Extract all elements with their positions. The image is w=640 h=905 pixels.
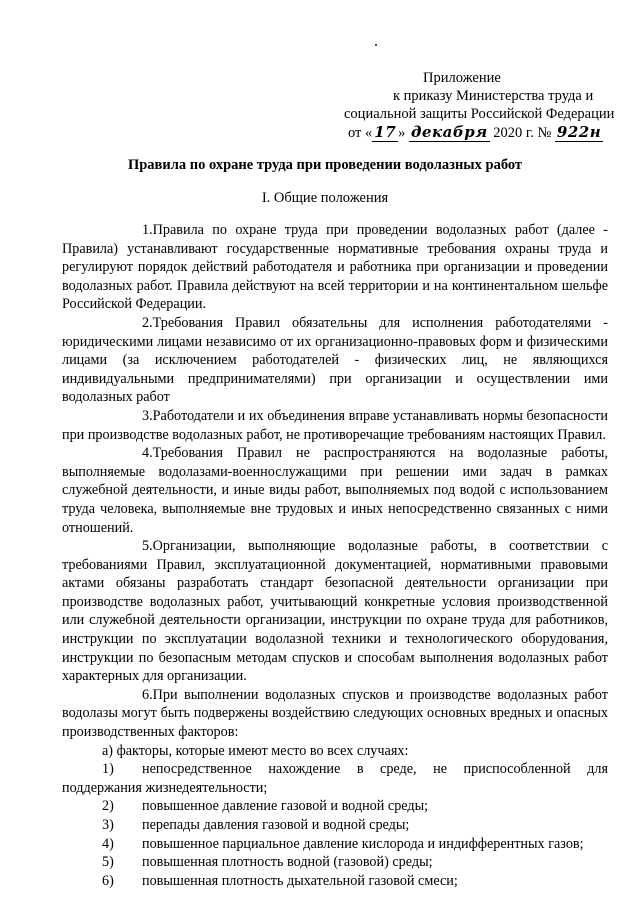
paragraph xyxy=(62,537,608,686)
paragraph xyxy=(62,314,608,407)
list-item-number: 3) xyxy=(102,817,114,833)
document-title: Правила по охране труда при проведении водолазных работ xyxy=(127,157,523,173)
list-item xyxy=(62,797,608,816)
paragraph xyxy=(62,444,608,537)
appendix-label: Приложение xyxy=(423,70,501,86)
paragraph xyxy=(62,221,608,314)
handwritten-month: декабря xyxy=(411,123,488,141)
list-item-text: повышенное парциальное давление кислорода и индифферентных газов; xyxy=(142,835,584,852)
list-item-text: повышенная плотность водной (газовой) среды; xyxy=(142,854,433,871)
list-item-number: 4) xyxy=(102,835,114,852)
date-mid: » xyxy=(398,125,406,141)
order-reference: к приказу Министерства труда и xyxy=(393,88,594,104)
handwritten-order-number: 922н xyxy=(556,123,602,141)
list-item-text: непосредственное нахождение в среде, не приспособленной для поддержания жизнедеятельности; xyxy=(62,761,608,796)
list-item xyxy=(62,760,608,797)
paragraph-text: Работодатели и их объединения вправе устанавливать нормы безопасности при производстве водолазных работ, не противоречащие требованиям настоящих Правил. xyxy=(62,407,608,443)
list-item-number: 6) xyxy=(102,872,114,889)
paragraph-number: 2. xyxy=(142,314,153,331)
paragraph-text: Требования Правил обязательны для исполнения работодателями - юридическими лицами независимо от их организационно-правовых форм и физическими лицами (за исключением работодателей - физических лиц, не являющихся индивидуальными предпринимателями) при организации и осуществлении ими водолазных работ xyxy=(62,314,608,406)
document-body xyxy=(62,221,608,890)
factor-subheading: а) факторы, которые имеют место во всех случаях: xyxy=(102,742,409,759)
paragraph-number: 6. xyxy=(142,686,153,703)
order-date-line xyxy=(330,123,620,142)
paragraph-text: Правила по охране труда при проведении водолазных работ (далее - Правила) устанавливают государственные нормативные требования охраны труда и регулируют порядок действий работодателя и работника при организации и проведении водолазных работ. Правила действуют на всей территории и на континентальном шельфе Российской Федерации. xyxy=(62,222,608,313)
paragraph-text: При выполнении водолазных спусков и производстве водолазных работ водолазы могут быть подвержены воздействию следующих основных вредных и опасных производственных факторов: xyxy=(62,686,608,741)
list-item xyxy=(62,835,608,854)
list-item-number: 2) xyxy=(102,798,114,815)
list-item-text: повышенное давление газовой и водной среды; xyxy=(142,798,429,815)
list-item xyxy=(62,816,608,835)
list-item xyxy=(62,853,608,872)
handwritten-day: 17 xyxy=(374,123,397,141)
date-year: 2020 г. № xyxy=(489,125,555,141)
paragraph-number: 4. xyxy=(142,445,153,462)
paragraph xyxy=(62,407,608,444)
paragraph-number: 1. xyxy=(142,222,153,238)
list-item-number: 5) xyxy=(102,854,114,871)
paragraph-text: Требования Правил не распространяются на водолазные работы, выполняемые водолазами-военнослужащими при решении ими задач в рамках служебной деятельности, и иные виды работ, выполняемых под водой с использованием труда человека, выполняемые вне трудовых и иных непосредственно связанных с ними отношений. xyxy=(62,445,608,536)
list-item-text: перепады давления газовой и водной среды; xyxy=(142,817,410,833)
ministry-name: социальной защиты Российской Федерации xyxy=(344,106,615,122)
paragraph-text: Организации, выполняющие водолазные работы, в соответствии с требованиями Правил, эксплуатационной документацией, нормативными правовыми актами обязаны разработать стандарт безопасной деятельности организации при производстве водолазных работ, учитывающий конкретные условия производственной или служебной деятельности организации, инструкции по охране труда для работников, инструкции по эксплуатации водолазной техники и технологического оборудования, инструкции по безопасным методам спусков и способам выполнения водолазных работ характерных для организации. xyxy=(62,538,608,685)
scan-speck xyxy=(375,44,377,46)
list-item-number: 1) xyxy=(102,761,114,778)
list-item-text: повышенная плотность дыхательной газовой смеси; xyxy=(142,872,458,889)
paragraph xyxy=(62,686,608,742)
appendix-header xyxy=(330,69,620,142)
paragraph-number: 3. xyxy=(142,407,153,424)
section-title: I. Общие положения xyxy=(261,190,389,206)
paragraph-number: 5. xyxy=(142,538,153,555)
date-prefix: от « xyxy=(348,125,373,141)
list-item xyxy=(62,872,608,891)
